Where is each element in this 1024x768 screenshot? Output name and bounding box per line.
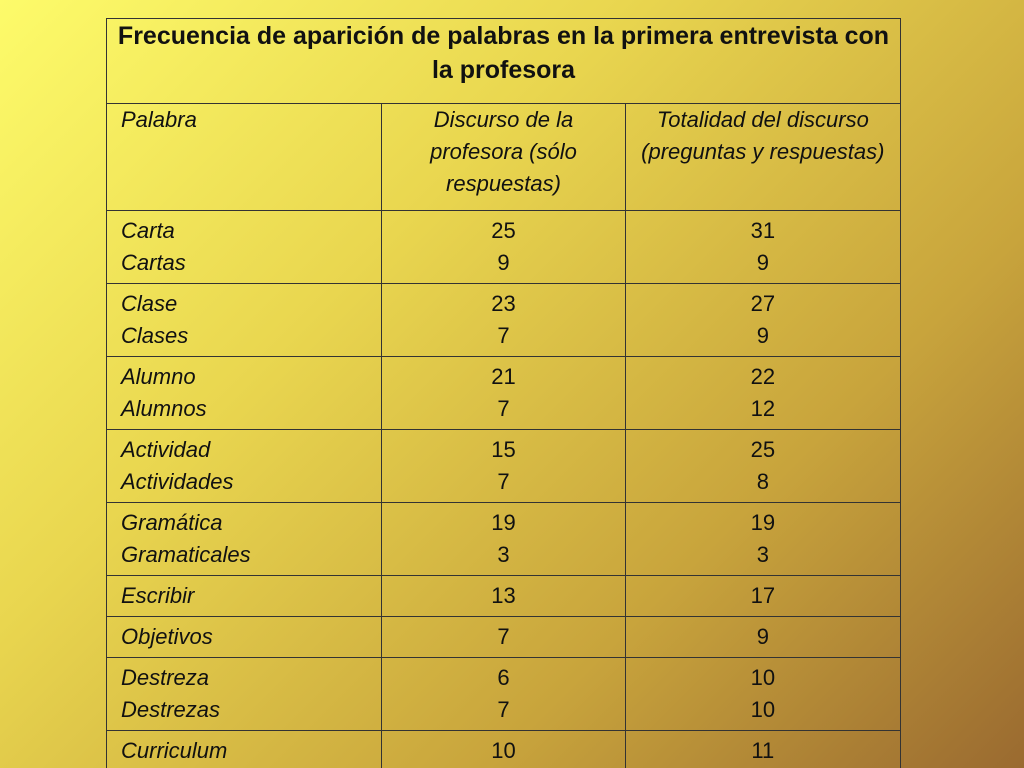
total-count-cell-line: 27 [750, 291, 776, 316]
word-cell-line: Actividades [121, 469, 234, 494]
word-cell-line: Carta [121, 218, 175, 243]
word-cell-line: Objetivos [121, 624, 213, 649]
table-row [107, 576, 901, 617]
total-count-cell-line: 9 [756, 250, 769, 275]
professor-count-cell-line: 7 [497, 469, 510, 494]
professor-count-cell-line: 25 [491, 218, 516, 243]
professor-count-cell [382, 658, 625, 731]
table-row [107, 503, 901, 576]
total-count-cell-line: 9 [756, 624, 769, 649]
total-count-cell [625, 430, 900, 503]
professor-count-cell-line: 21 [491, 364, 516, 389]
total-count-cell-line: 10 [750, 665, 776, 690]
title-row [107, 19, 901, 104]
word-cell-line: Actividad [121, 437, 211, 462]
total-count-cell [625, 357, 900, 430]
table-row [107, 284, 901, 357]
total-count-cell-line: 9 [756, 323, 769, 348]
word-cell [107, 430, 382, 503]
word-cell-line: Curriculum [121, 738, 228, 763]
professor-count-cell-line: 6 [497, 665, 510, 690]
professor-count-cell-line: 23 [491, 291, 516, 316]
word-cell-line: Gramática [121, 510, 223, 535]
professor-count-cell-line: 7 [497, 396, 510, 421]
word-cell-line: Destrezas [121, 697, 221, 722]
total-count-cell-line: 17 [750, 583, 776, 608]
table-row [107, 617, 901, 658]
professor-count-cell [382, 731, 625, 768]
header-row [107, 104, 901, 211]
total-count-cell-line: 12 [750, 396, 776, 421]
total-count-cell-line: 25 [750, 437, 776, 462]
professor-count-cell [382, 357, 625, 430]
word-cell-line: Alumno [121, 364, 196, 389]
table-title: Frecuencia de aparición de palabras en la primera entrevista con la profesora [107, 19, 901, 104]
word-cell-line: Clases [121, 323, 189, 348]
table-row [107, 658, 901, 731]
professor-count-cell [382, 211, 625, 284]
professor-count-cell-line: 13 [491, 583, 516, 608]
professor-count-cell [382, 617, 625, 658]
total-count-cell-line: 22 [750, 364, 776, 389]
word-cell [107, 658, 382, 731]
total-count-cell [625, 658, 900, 731]
total-count-cell [625, 211, 900, 284]
table-row [107, 211, 901, 284]
table-row [107, 430, 901, 503]
word-cell-line: Gramaticales [121, 542, 251, 567]
word-cell [107, 731, 382, 768]
professor-count-cell [382, 430, 625, 503]
total-count-cell [625, 503, 900, 576]
word-cell [107, 284, 382, 357]
word-cell-line: Alumnos [121, 396, 207, 421]
total-count-cell-line: 31 [750, 218, 776, 243]
professor-count-cell-line: 15 [491, 437, 516, 462]
table-row [107, 357, 901, 430]
professor-count-cell [382, 576, 625, 617]
word-cell-line: Escribir [121, 583, 195, 608]
word-cell-line: Clase [121, 291, 178, 316]
header-total-discourse: Totalidad del discurso (preguntas y respuestas) [625, 104, 900, 211]
total-count-cell-line: 11 [751, 738, 775, 763]
professor-count-cell [382, 284, 625, 357]
word-cell-line: Cartas [121, 250, 186, 275]
total-count-cell-line: 10 [750, 697, 776, 722]
word-cell [107, 357, 382, 430]
professor-count-cell-line: 10 [491, 738, 516, 763]
total-count-cell [625, 731, 900, 768]
professor-count-cell-line: 9 [497, 250, 510, 275]
total-count-cell-line: 19 [750, 510, 776, 535]
word-cell [107, 503, 382, 576]
total-count-cell-line: 8 [756, 469, 769, 494]
professor-count-cell-line: 7 [497, 697, 510, 722]
total-count-cell-line: 3 [756, 542, 769, 567]
professor-count-cell-line: 19 [491, 510, 516, 535]
professor-count-cell-line: 7 [497, 323, 510, 348]
header-word: Palabra [107, 104, 382, 211]
total-count-cell [625, 617, 900, 658]
professor-count-cell-line: 7 [497, 624, 510, 649]
professor-count-cell-line: 3 [497, 542, 510, 567]
frequency-table [106, 18, 901, 768]
word-cell [107, 211, 382, 284]
word-cell [107, 617, 382, 658]
professor-count-cell [382, 503, 625, 576]
word-cell [107, 576, 382, 617]
total-count-cell [625, 576, 900, 617]
header-professor-discourse: Discurso de la profesora (sólo respuestas) [382, 104, 625, 211]
total-count-cell [625, 284, 900, 357]
word-cell-line: Destreza [121, 665, 210, 690]
table-row [107, 731, 901, 768]
